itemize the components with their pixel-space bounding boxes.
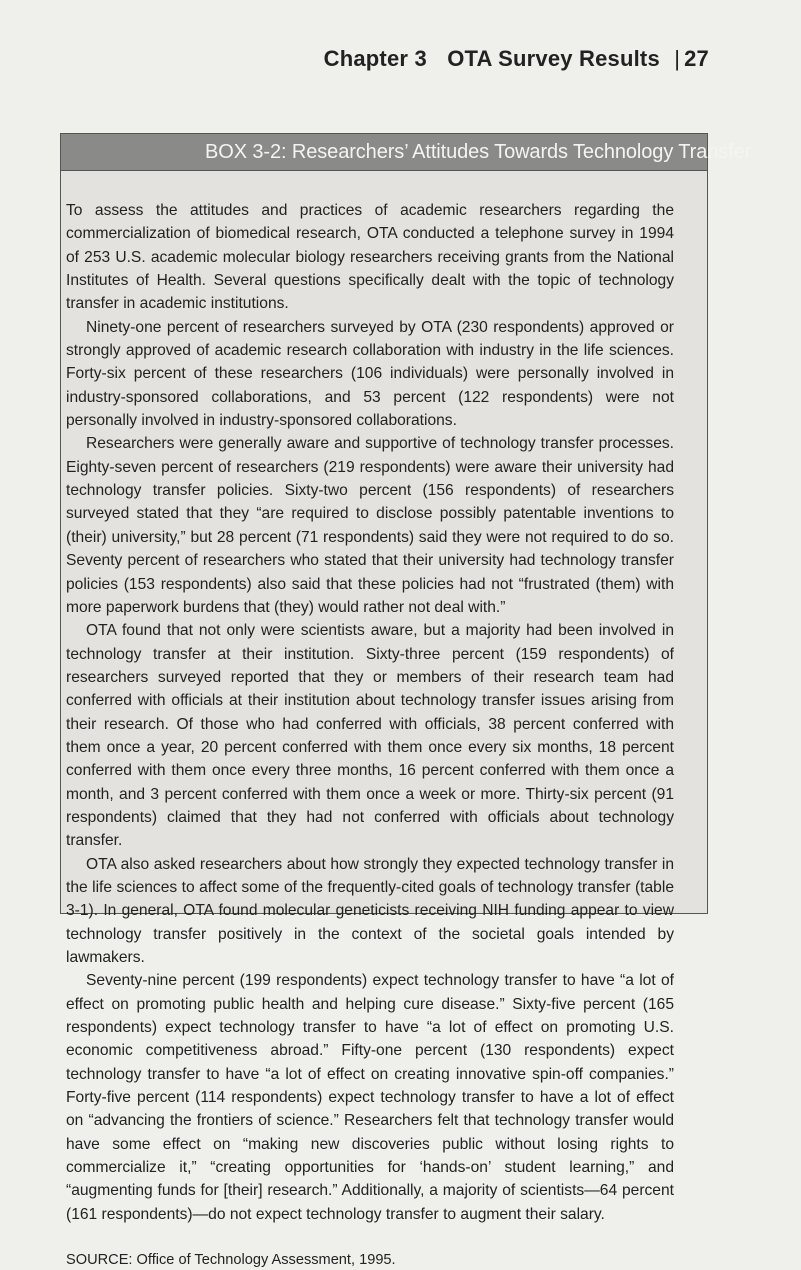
box-body [61, 171, 707, 1270]
paragraph: OTA found that not only were scientists aware, but a majority had been involved in technology transfer at their institution. Sixty-three percent (159 respondents) of researchers surveyed reported that they or members of their research team had conferred with officials at their institution about technology transfer issues arising from their research. Of those who had conferred with officials, 38 percent conferred with them once a year, 20 percent conferred with them once every six months, 18 percent conferred with them once every three months, 16 percent conferred with them once a month, and 3 percent conferred with them once a week or more. Thirty-six percent (91 respondents) claimed that they had not conferred with officials about technology transfer. [66, 622, 674, 850]
paragraph: Researchers were generally aware and supportive of technology transfer processes. Eighty-seven percent of researchers (219 respondents) were aware their university had technology transfer policies. Sixty-two percent (156 respondents) of researchers surveyed stated that they “are required to disclose possibly patentable inventions to (their) university,” but 28 percent (71 respondents) said they were not required to do so. Seventy percent of researchers who stated that their university had technology transfer policies (153 respondents) also said that these policies had not “frustrated (them) with more paperwork burdens that (they) would rather not deal with.” [66, 435, 674, 616]
page-number: 27 [684, 46, 709, 71]
paragraph: Ninety-one percent of researchers surveyed by OTA (230 respondents) approved or strongly approved of academic research collaboration with industry in the life sciences. Forty-six percent of these researchers (106 individuals) were personally involved in industry-sponsored collaborations, and 53 percent (122 respondents) were not personally involved in industry-sponsored collaborations. [66, 318, 674, 430]
header-separator: | [674, 46, 681, 71]
source-note: SOURCE: Office of Technology Assessment, 1995. [66, 1252, 396, 1269]
paragraph: To assess the attitudes and practices of academic researchers regarding the commercialization of biomedical research, OTA conducted a telephone survey in 1994 of 253 U.S. academic molecular biology researchers receiving grants from the National Institutes of Health. Several questions specifically dealt with the topic of technology transfer in academic institutions. [66, 202, 674, 313]
text-box [60, 133, 752, 1269]
paragraph: OTA also asked researchers about how strongly they expected technology transfer in the life sciences to affect some of the frequently-cited goals of technology transfer (table 3-1). In general, OTA found molecular geneticists receiving NIH funding appear to view technology transfer positively in the context of the societal goals intended by lawmakers. [66, 855, 674, 966]
paragraph: Seventy-nine percent (199 respondents) expect technology transfer to have “a lot of effect on promoting public health and helping cure disease.” Sixty-five percent (165 respondents) expect technology transfer to have “a lot of effect on promoting U.S. economic competitiveness abroad.” Fifty-one percent (130 respondents) expect technology transfer to have “a lot of effect on creating innovative spin-off companies.” Forty-five percent (114 respondents) expect technology transfer to have a lot of effect on “advancing the frontiers of science.” Researchers felt that technology transfer would have some effect on “making new discoveries public without losing rights to commercialize it,” “creating opportunities for ‘hands-on’ student learning,” and “augmenting funds for [their] research.” Additionally, a majority of scientists—64 percent (161 respondents)—do not expect technology transfer to augment their salary. [66, 972, 674, 1223]
chapter-title: OTA Survey Results [447, 46, 660, 71]
box-title-bar [61, 134, 752, 171]
chapter-label: Chapter 3 [323, 46, 427, 71]
box-title: BOX 3-2: Researchers’ Attitudes Towards Technology Transfer [205, 140, 752, 163]
running-header [324, 46, 709, 72]
